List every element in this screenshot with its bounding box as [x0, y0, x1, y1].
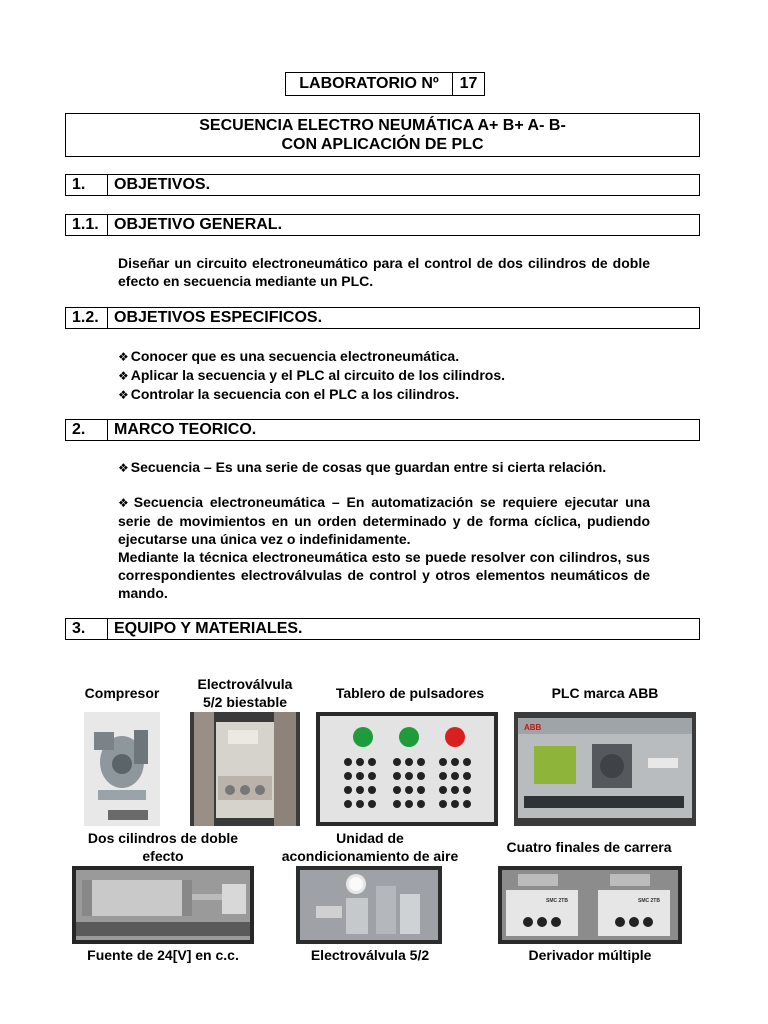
caption-cilindros	[72, 829, 254, 865]
section-number: 3.	[66, 619, 108, 639]
caption-line: Unidad de	[336, 830, 404, 846]
list-item: ❖ Conocer que es una secuencia electroneumática.	[118, 347, 650, 366]
section-title: OBJETIVOS ESPECIFICOS.	[114, 309, 323, 326]
section-objetivo-general	[65, 214, 700, 236]
section-number: 2.	[66, 420, 108, 440]
section-title: OBJETIVOS.	[114, 176, 211, 193]
smc-label: SMC 2TB	[638, 898, 660, 904]
cylinder-icon	[72, 866, 254, 944]
limit-switch-icon	[498, 866, 682, 944]
section-objetivos-especificos	[65, 307, 700, 329]
caption-unidad	[270, 829, 470, 865]
finales-photo	[498, 866, 682, 944]
main-title-line1: SECUENCIA ELECTRO NEUMÁTICA A+ B+ A- B-	[199, 117, 566, 134]
plc-brand: ABB	[524, 723, 542, 732]
section-objetivos	[65, 174, 700, 196]
section-title: MARCO TEORICO.	[114, 421, 257, 438]
section-number: 1.1.	[66, 215, 108, 235]
caption-line: acondicionamiento de aire	[281, 848, 459, 864]
caption-plc: PLC marca ABB	[551, 685, 659, 701]
caption-line: 5/2 biestable	[202, 694, 288, 710]
paragraph: Mediante la técnica electroneumática esto se puede resolver con cilindros, sus correspondientes electroválvulas de control y otros elementos neumáticos de mando.	[118, 549, 650, 601]
caption-finales: Cuatro finales de carrera	[506, 839, 672, 855]
paragraph: ❖ Secuencia electroneumática – En automatización se requiere ejecutar una serie de movimientos en un orden determinado y de forma cíclica, pudiendo ejecutarse una única vez o indefinidamente.	[118, 493, 650, 548]
lab-label: LABORATORIO Nº	[286, 73, 453, 95]
smc-label: SMC 2TB	[546, 898, 568, 904]
main-title-line2: CON APLICACIÓN DE PLC	[281, 136, 484, 153]
section-title: OBJETIVO GENERAL.	[114, 216, 283, 233]
caption-derivador: Derivador múltiple	[528, 947, 652, 963]
section-marco-teorico	[65, 419, 700, 441]
marco-teorico-text	[118, 458, 650, 602]
electrovalvula-biestable-photo	[190, 712, 300, 826]
tablero-photo	[316, 712, 498, 826]
section-equipo	[65, 618, 700, 640]
caption-fuente: Fuente de 24[V] en c.c.	[87, 947, 239, 963]
section-title: EQUIPO Y MATERIALES.	[114, 620, 303, 637]
valve-icon	[190, 712, 300, 826]
objetivo-general-text: Diseñar un circuito electroneumático para el control de dos cilindros de doble efecto en secuencia mediante un PLC.	[118, 255, 650, 289]
cilindros-photo	[72, 866, 254, 944]
objetivos-especificos-list	[118, 347, 650, 404]
lab-title-box	[285, 72, 485, 96]
unidad-photo	[296, 866, 442, 944]
caption-line: Electroválvula	[197, 676, 293, 692]
compresor-photo	[84, 712, 160, 826]
caption-line: Dos cilindros de doble	[87, 830, 239, 846]
paragraph: ❖ Secuencia – Es una serie de cosas que guardan entre si cierta relación.	[118, 458, 650, 477]
caption-compresor: Compresor	[84, 685, 160, 701]
section-number: 1.2.	[66, 308, 108, 328]
caption-electrovalvula-biestable	[180, 675, 310, 711]
section-number: 1.	[66, 175, 108, 195]
plc-icon	[514, 712, 696, 826]
list-item: ❖ Aplicar la secuencia y el PLC al circuito de los cilindros.	[118, 366, 650, 385]
list-item: ❖ Controlar la secuencia con el PLC a los cilindros.	[118, 385, 650, 404]
lab-number: 17	[459, 75, 478, 92]
caption-electrovalvula: Electroválvula 5/2	[310, 947, 430, 963]
plc-photo	[514, 712, 696, 826]
caption-line: efecto	[142, 848, 184, 864]
caption-tablero: Tablero de pulsadores	[335, 685, 485, 701]
main-title	[65, 113, 700, 157]
air-conditioning-unit-icon	[296, 866, 442, 944]
push-button-panel-icon	[316, 712, 498, 826]
compressor-icon	[84, 712, 160, 826]
